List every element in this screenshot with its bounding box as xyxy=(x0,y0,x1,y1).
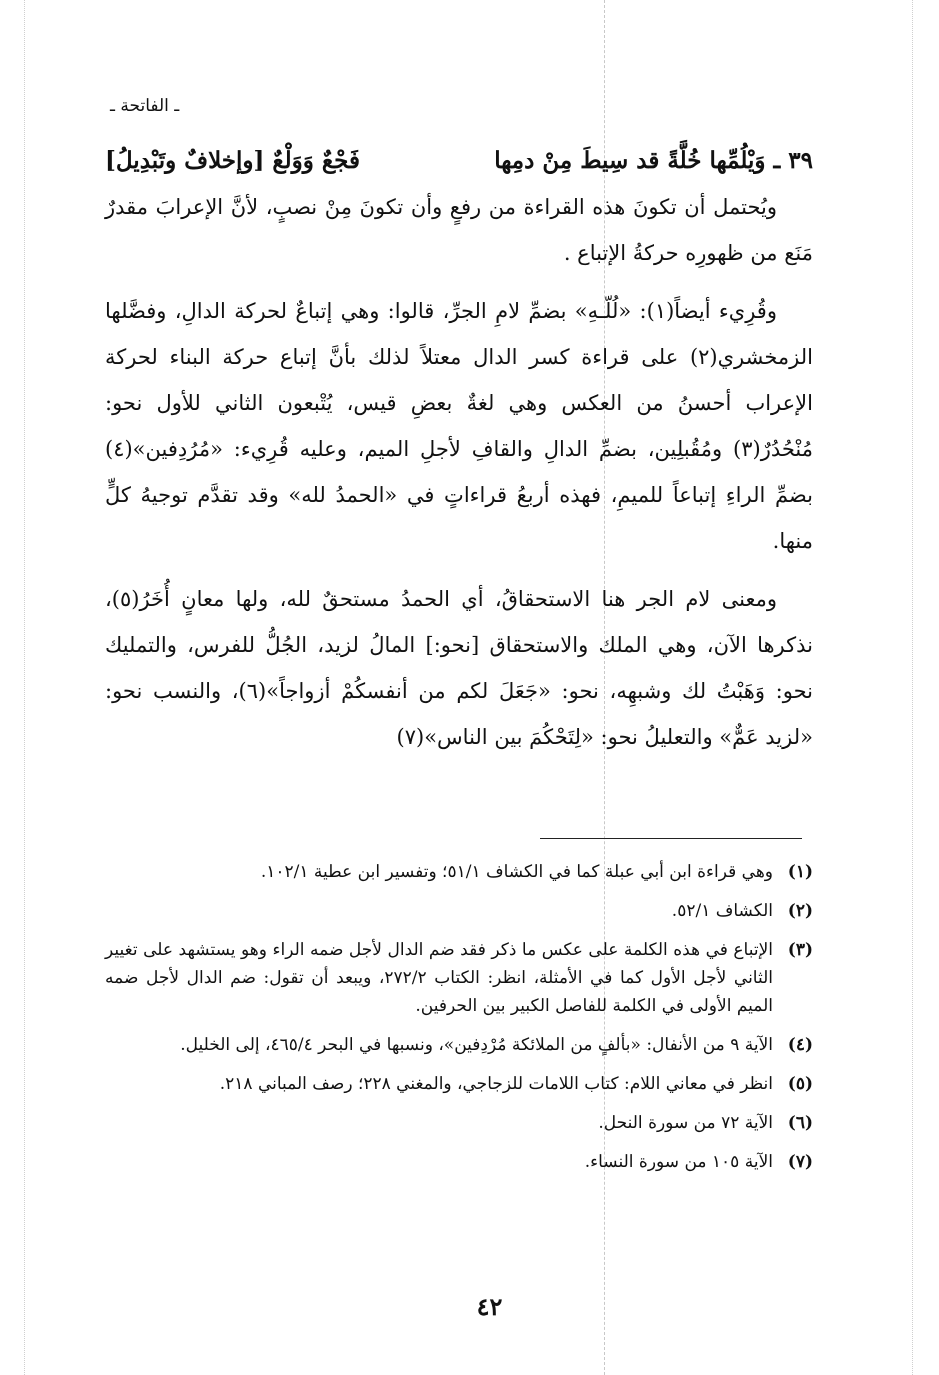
footnote-text: الكشاف ٥٢/١. xyxy=(671,901,773,921)
footnote-number: (٥) xyxy=(787,1074,813,1094)
footnote-number: (٤) xyxy=(787,1035,813,1055)
scan-edge-left xyxy=(24,0,25,1375)
chapter-title: ـ الفاتحة ـ xyxy=(110,96,180,116)
footnote-number: (١) xyxy=(787,862,813,882)
running-header xyxy=(110,96,810,116)
main-text xyxy=(105,138,813,760)
paragraph-text: ومعنى لام الجر هنا الاستحقاقُ، أي الحمدُ مستحقٌ لله، ولها معانٍ أُخَرُ(٥)، نذكرها الآن، وهي الملك والاستحقاق [نحو:] المالُ لزيد، الجُلُّ للفرس، والتمليك نحو: وَهَبْتُ لك وشبهِه، نحو: «جَعَلَ لكم من أنفسكُمْ أزواجاً»(٦)، والنسب نحو: «لزيد عَمٌّ» والتعليلُ نحو: «لِتَحْكُمَ بين الناس»(٧) xyxy=(105,587,813,749)
footnote-3 xyxy=(105,936,813,1020)
footnote-6 xyxy=(105,1109,813,1137)
footnote-number: (٢) xyxy=(787,901,813,921)
footnote-number: (٦) xyxy=(787,1113,813,1133)
footnote-text: الإتباع في هذه الكلمة على عكس ما ذكر فقد ضم الدال لأجل ضمه الراء وهو يستشهد على تغيير الثاني لأجل الأول كما في الأمثلة، انظر: الكتاب ٢٧٢/٢، ويبعد أن تقول: ضم الدال لأجل ضمه الميم الأولى في الكلمة للفاصل الكبير بين الحرفين. xyxy=(105,940,774,1016)
paragraph-1 xyxy=(105,184,813,276)
footnote-number: (٧) xyxy=(787,1152,813,1172)
footnote-5 xyxy=(105,1070,813,1098)
paragraph-text: ويُحتمل أن تكونَ هذه القراءة من رفعٍ وأن تكونَ مِنْ نصبٍ، لأنَّ الإعرابَ مقدرٌ مَنَع من ظهورِه حركةُ الإتباع . xyxy=(105,195,813,265)
page-number: ٤٢ xyxy=(476,1292,503,1321)
verse-hemistich-second: فَجْعٌ وَوَلْعٌ [وإخلافٌ وتَبْدِيلُ] xyxy=(105,147,360,174)
footnote-text: الآية ٩ من الأنفال: «بألفٍ من الملائكة مُرْدِفين»، ونسبها في البحر ٤٦٥/٤، إلى الخليل. xyxy=(180,1035,773,1055)
footnote-separator xyxy=(540,838,802,839)
footnote-text: وهي قراءة ابن أبي عبلة كما في الكشاف ٥١/١؛ وتفسير ابن عطية ١٠٢/١. xyxy=(260,862,773,882)
footnotes xyxy=(105,858,813,1187)
footnote-4 xyxy=(105,1031,813,1059)
footnote-7 xyxy=(105,1148,813,1176)
paragraph-text: وقُرِيء أيضاً(١): «لُلّـهِ» بضمِّ لامِ الجرِّ، قالوا: وهي إتباعٌ لحركة الدالِ، وفضَّلها الزمخشري(٢) على قراءة كسر الدال معتلاً لذلك بأنَّ إتباع حركة البناء لحركة الإعراب أحسنُ من العكس وهي لغةٌ بعضِ قيس، يُتْبعون الثاني للأول نحو: مُنْحُدُرٌ(٣) ومُقُبلِين، بضمِّ الدالِ والقافِ لأجلِ الميم، وعليه قُرِيء: «مُرُدِفين»(٤) بضمِّ الراءِ إتباعاً للميمِ، فهذه أربعُ قراءاتٍ في «الحمدُ لله» وقد تقدَّم توجيهُ كلٍّ منها. xyxy=(105,299,813,553)
paragraph-2 xyxy=(105,288,813,564)
footnote-2 xyxy=(105,897,813,925)
poetry-verse xyxy=(105,138,813,184)
footnote-text: انظر في معاني اللام: كتاب اللامات للزجاجي، والمغني ٢٢٨؛ رصف المباني ٢١٨. xyxy=(219,1074,773,1094)
footnote-number: (٣) xyxy=(787,940,813,960)
scan-edge-right xyxy=(912,0,913,1375)
footnote-1 xyxy=(105,858,813,886)
footnote-text: الآية ٧٢ من سورة النحل. xyxy=(598,1113,773,1133)
footnote-text: الآية ١٠٥ من سورة النساء. xyxy=(584,1152,773,1172)
paragraph-3 xyxy=(105,576,813,760)
verse-hemistich-first: ٣٩ ـ وَيْلُمِّها خُلَّةً قد سِيطَ مِنْ دمِها xyxy=(494,147,813,174)
